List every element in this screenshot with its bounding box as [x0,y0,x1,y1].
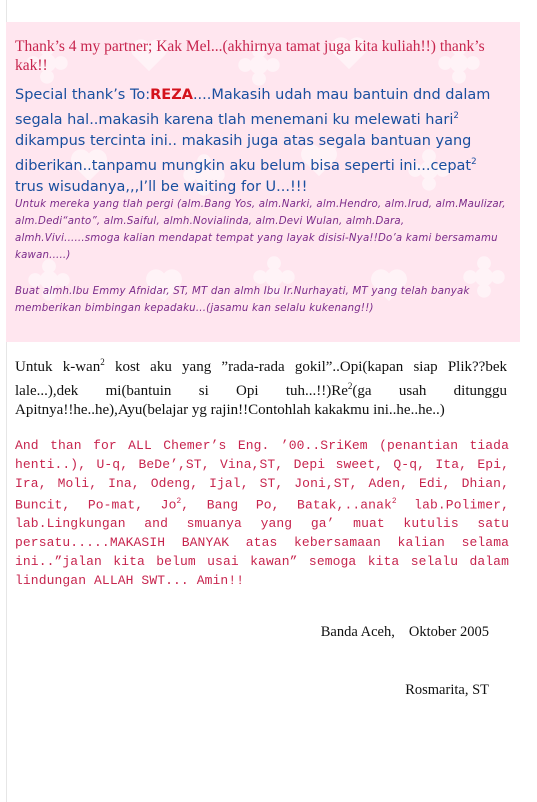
superscript: 2 [453,111,459,121]
special-thanks-name: REZA [150,87,193,103]
special-thanks-paragraph [15,85,507,198]
superscript: 2 [347,381,353,391]
in-memoriam-paragraph: Untuk mereka yang tlah pergi (alm.Bang Yos, alm.Narki, alm.Hendro, alm.Irud, alm.Maulizar, alm.Dedi“anto”, alm.Saiful, almh.Novialinda, alm.Devi Wulan, almh.Dara, almh.Vivi......smoga kalian mendapat tempat yang layak disisi-Nya!!Do’a kami bersamamu kawan.....) [15,199,506,261]
thanks-partner-paragraph: Thank’s 4 my partner; Kak Mel...(akhirnya tamat juga kita kuliah!!) thank’s kak!! [15,38,485,74]
boarding-friends-paragraph [15,353,507,420]
signature: Rosmarita, ST [405,682,489,698]
special-thanks-text-c: trus wisudanya,,,I’ll be waiting for U...!!! [15,178,308,195]
place-date-line [321,623,489,641]
special-thanks-lead: Special thank’s To: [15,87,151,103]
classmates-text-b: , Bang Po, Batak,..anak [181,497,392,513]
date: Oktober 2005 [408,624,489,640]
boarding-friends-text-b: kost aku yang ”rada-rada gokil”..Opi(kapan siap Plik??bek lale...),dek mi(bantuin si Opi tuh...!!)Re [15,359,507,399]
classmates-paragraph [15,436,509,590]
superscript: 2 [176,498,182,506]
special-thanks-text-b: dikampus tercinta ini.. makasih juga atas segala bantuan yang diberikan..tanpamu mungkin aku belum bisa seperti ini...cepat [15,132,472,174]
lecturers-tribute-paragraph: Buat almh.Ibu Emmy Afnidar, ST, MT dan almh Ibu Ir.Nurhayati, MT yang telah banyak memberikan bimbingan kepadaku...(jasamu kan selalu kukenang!!) [15,286,470,314]
special-thanks-text-a: ....Makasih udah mau bantuin dnd dalam segala hal..makasih karena tlah menemani ku melewati hari [15,87,491,128]
superscript: 2 [100,357,105,367]
boarding-friends-text-c: (ga usah ditunggu Apitnya!!he..he),Ayu(belajar yg rajin!!Contohlah kakakmu ini..he..he..) [15,383,507,418]
boarding-friends-text-a: Untuk k-wan [15,359,101,375]
classmates-text-c: lab.Polimer, lab.Lingkungan and smuanya yang ga’ muat kutulis satu persatu.....MAKASIH BANYAK atas kebersamaan kalian selama ini..”jalan kita belum usai kawan” semoga kita selalu dalam lindungan ALLAH SWT... Amin!! [15,497,509,589]
superscript: 2 [391,498,397,506]
superscript: 2 [471,156,477,167]
place: Banda Aceh, [320,624,395,640]
classmates-text-a: And than for ALL Chemer’s Eng. ’00..SriKem (penantian tiada henti..), U-q, BeDe’,ST, Vina,ST, Depi sweet, Q-q, Ita, Epi, Ira, Moli, Ina, Odeng, Ijal, ST, Joni,ST, Aden, Edi, Dhian, Buncit, Po-mat, Jo [15,438,509,513]
